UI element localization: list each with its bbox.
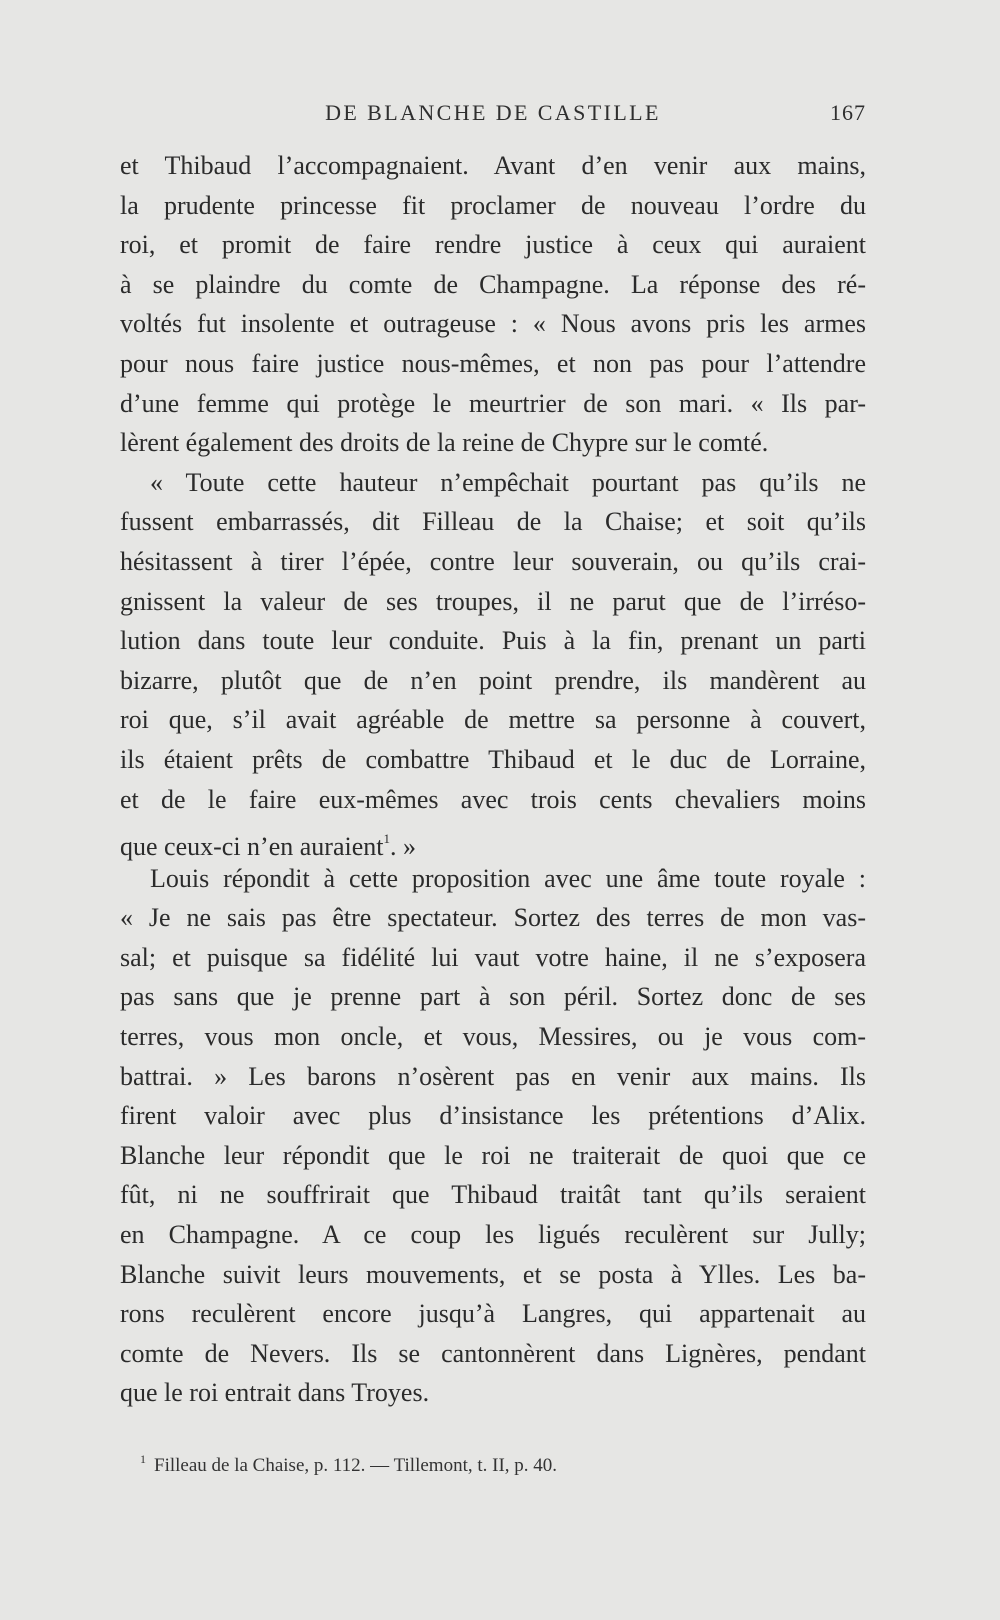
text-line: Blanche leur répondit que le roi ne traiterait de quoi que ce bbox=[120, 1140, 866, 1170]
text-line: pour nous faire justice nous-mêmes, et non pas pour l’attendre bbox=[120, 348, 866, 378]
text-line: à se plaindre du comte de Champagne. La réponse des ré- bbox=[120, 269, 866, 299]
text-line: lution dans toute leur conduite. Puis à la fin, prenant un parti bbox=[120, 626, 866, 656]
text-line: en Champagne. A ce coup les ligués reculèrent sur Jully; bbox=[120, 1220, 866, 1250]
body-text bbox=[120, 146, 866, 1413]
text-line: pas sans que je prenne part à son péril. Sortez donc de ses bbox=[120, 982, 866, 1012]
text-line: la prudente princesse fit proclamer de nouveau l’ordre du bbox=[120, 190, 866, 220]
text-line: et de le faire eux-mêmes avec trois cents chevaliers moins bbox=[120, 784, 866, 814]
text-line: hésitassent à tirer l’épée, contre leur souverain, ou qu’ils crai- bbox=[120, 546, 866, 576]
text-line: que le roi entrait dans Troyes. bbox=[120, 1378, 430, 1408]
text-line: comte de Nevers. Ils se cantonnèrent dans Lignères, pendant bbox=[120, 1338, 866, 1368]
text-line: Blanche suivit leurs mouvements, et se posta à Ylles. Les ba- bbox=[120, 1259, 866, 1289]
text-line-main: que ceux-ci n’en auraient bbox=[120, 832, 384, 862]
text-line: ils étaient prêts de combattre Thibaud et le duc de Lorraine, bbox=[120, 744, 866, 774]
text-line: sal; et puisque sa fidélité lui vaut votre haine, il ne s’exposera bbox=[120, 942, 866, 972]
text-line: « Je ne sais pas être spectateur. Sortez des terres de mon vas- bbox=[120, 903, 866, 933]
text-line: lèrent également des droits de la reine de Chypre sur le comté. bbox=[120, 428, 769, 458]
text-line: terres, vous mon oncle, et vous, Messires, ou je vous com- bbox=[120, 1022, 866, 1052]
page-number: 167 bbox=[830, 100, 866, 125]
text-line: rons reculèrent encore jusqu’à Langres, qui appartenait au bbox=[120, 1299, 866, 1329]
text-line: fussent embarrassés, dit Filleau de la Chaise; et soit qu’ils bbox=[120, 507, 866, 537]
text-line: firent valoir avec plus d’insistance les prétentions d’Alix. bbox=[120, 1101, 866, 1131]
page-header bbox=[120, 100, 866, 136]
text-line: voltés fut insolente et outrageuse : « Nous avons pris les armes bbox=[120, 309, 866, 339]
footnote-reference: 1 bbox=[383, 831, 390, 847]
text-line: battrai. » Les barons n’osèrent pas en venir aux mains. Ils bbox=[120, 1061, 866, 1091]
text-line: et Thibaud l’accompagnaient. Avant d’en venir aux mains, bbox=[120, 151, 866, 180]
footnote-text: Filleau de la Chaise, p. 112. — Tillemont, t. II, p. 40. bbox=[154, 1455, 558, 1476]
text-line-with-note bbox=[120, 819, 866, 862]
text-line: « Toute cette hauteur n’empêchait pourtant pas qu’ils ne bbox=[150, 467, 866, 497]
footnote-mark: 1 bbox=[140, 1452, 146, 1466]
footnote bbox=[140, 1452, 557, 1477]
text-line: fût, ni ne souffrirait que Thibaud traitât tant qu’ils seraient bbox=[120, 1180, 866, 1210]
text-line: Louis répondit à cette proposition avec une âme toute royale : bbox=[150, 863, 866, 893]
running-title: DE BLANCHE DE CASTILLE bbox=[325, 100, 661, 125]
text-line: gnissent la valeur de ses troupes, il ne parut que de l’irréso- bbox=[120, 586, 866, 616]
text-line: bizarre, plutôt que de n’en point prendre, ils mandèrent au bbox=[120, 665, 866, 695]
text-line: d’une femme qui protège le meurtrier de son mari. « Ils par- bbox=[120, 388, 866, 418]
text-line: roi que, s’il avait agréable de mettre sa personne à couvert, bbox=[120, 705, 866, 735]
quote-close: . » bbox=[389, 832, 416, 862]
text-line: roi, et promit de faire rendre justice à ceux qui auraient bbox=[120, 230, 866, 260]
